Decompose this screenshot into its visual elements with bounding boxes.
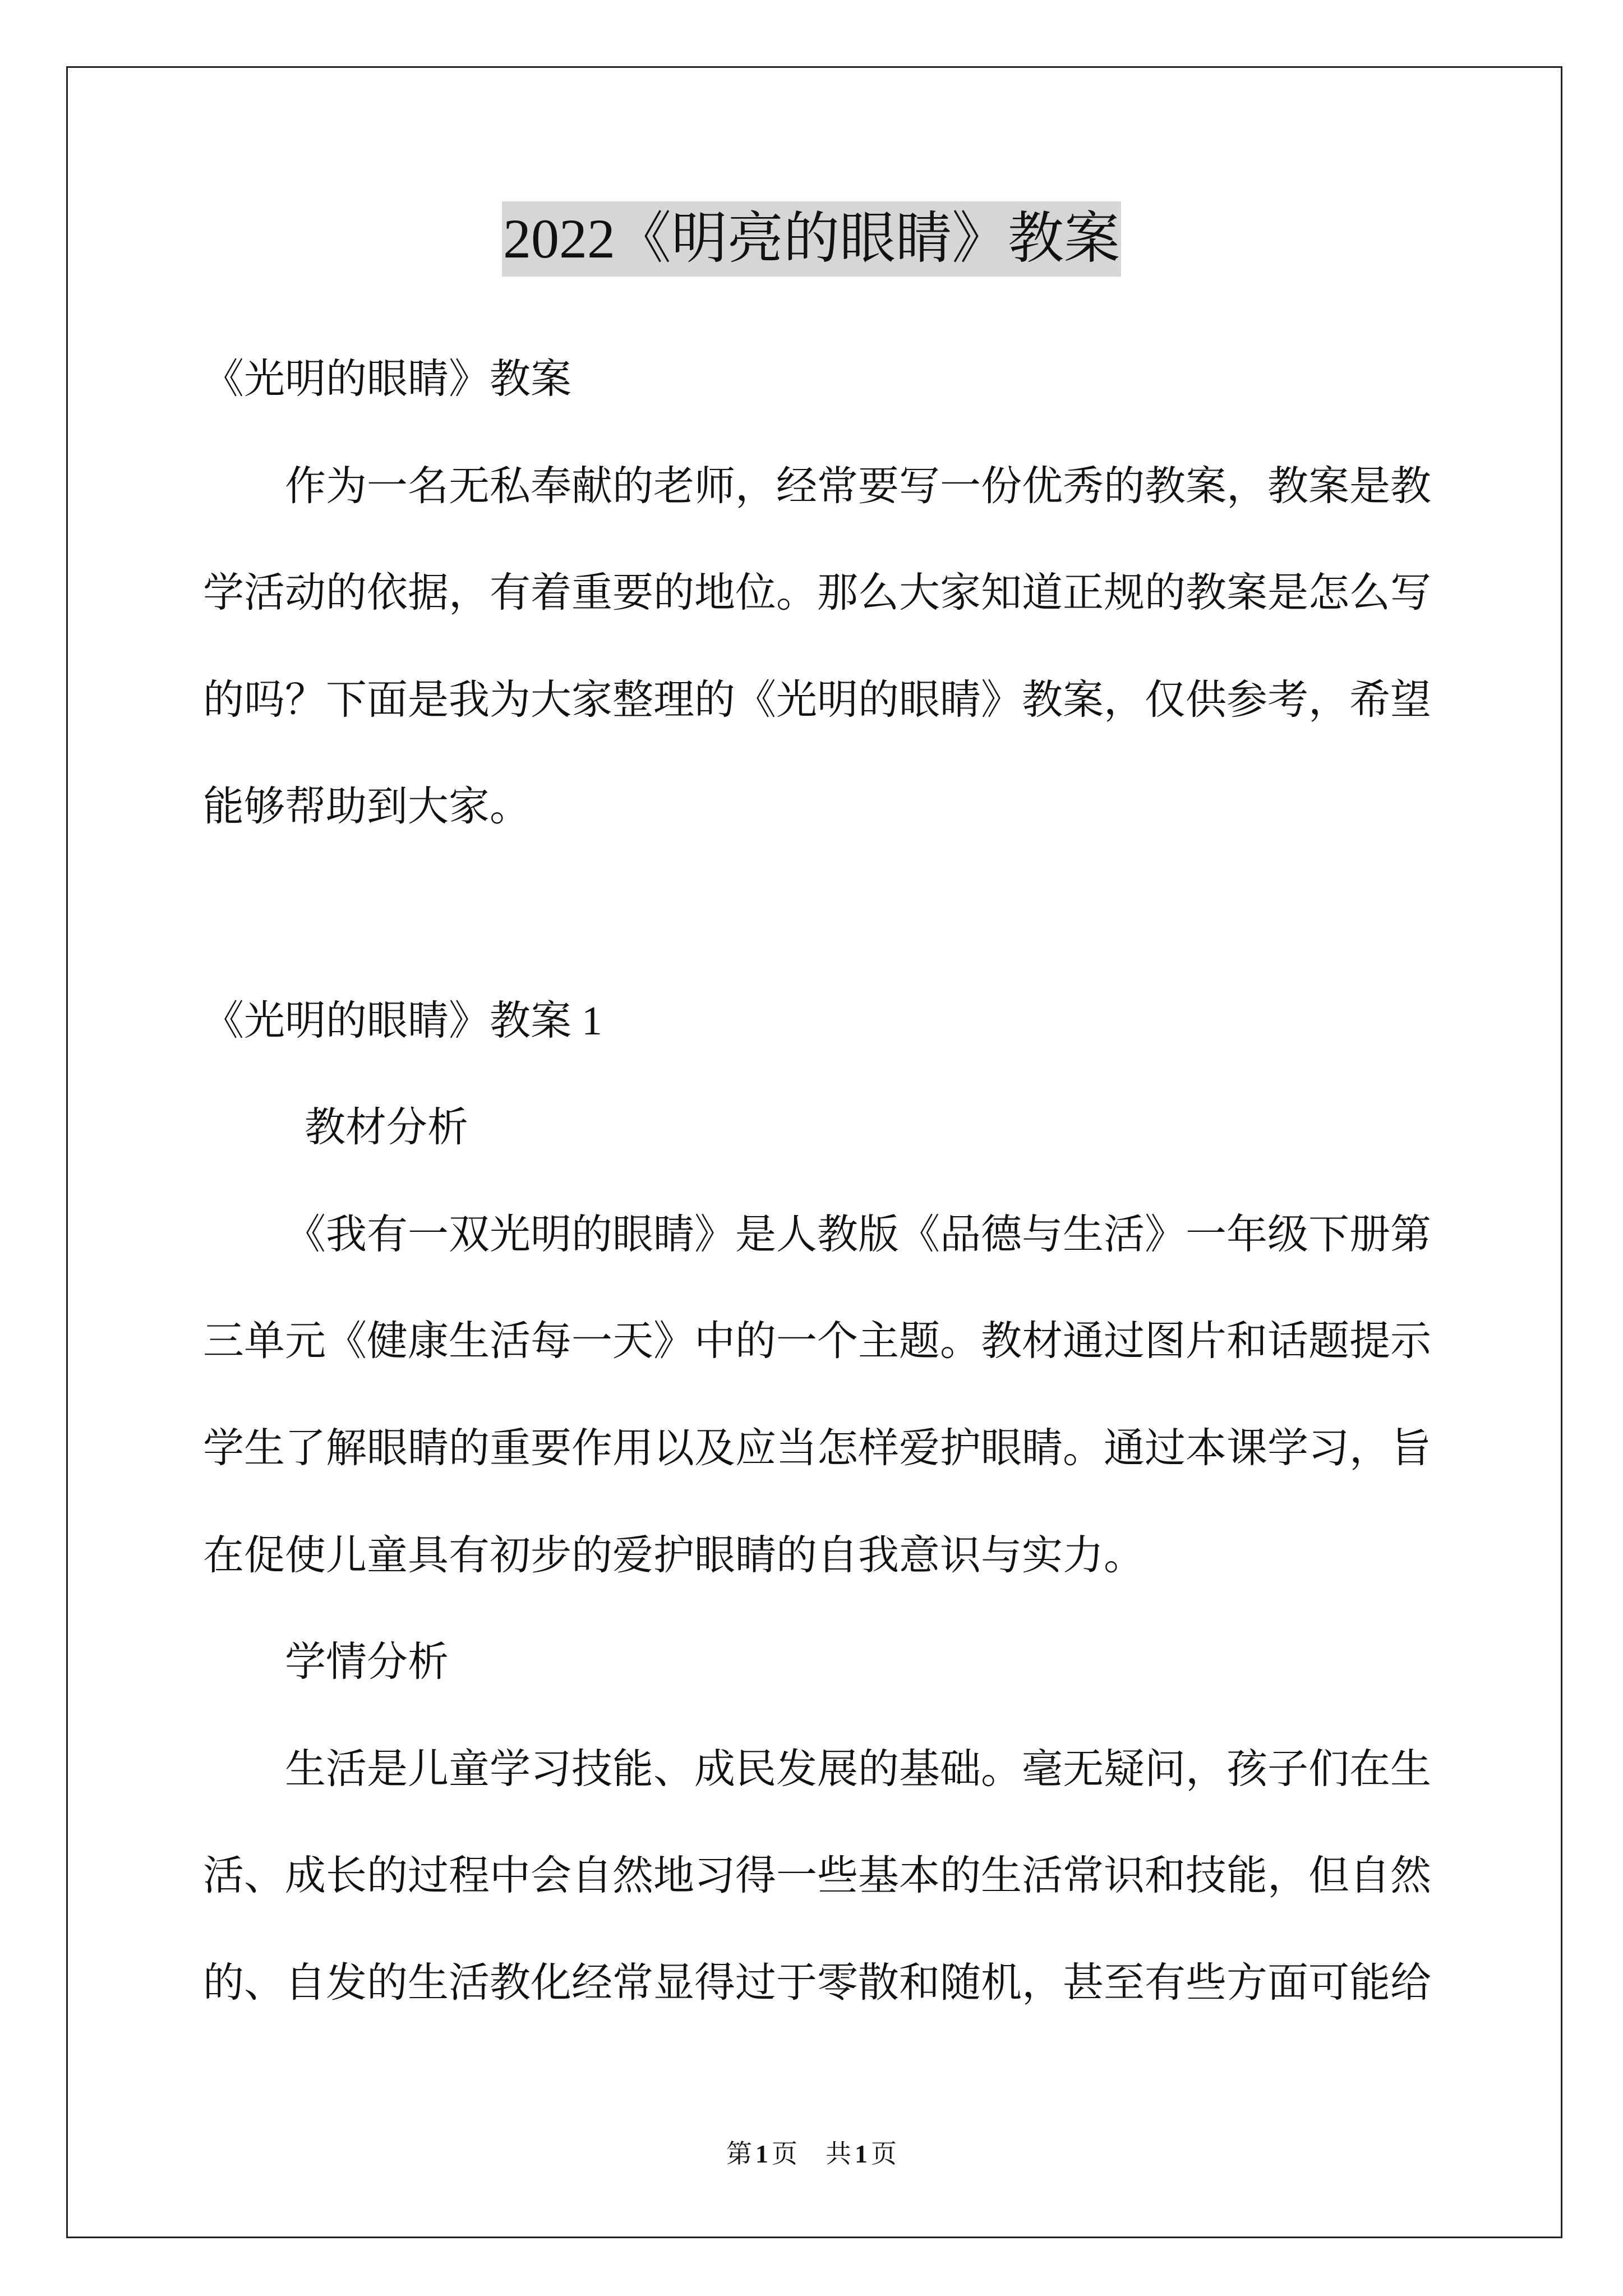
paragraph-line: 《我有一双光明的眼睛》是人教版《品德与生活》一年级下册第	[285, 1211, 1431, 1257]
document-body	[203, 326, 1549, 2037]
total-prefix: 共	[826, 2139, 851, 2168]
intro-line: 能够帮助到大家。	[203, 784, 531, 830]
intro-line: 的吗？下面是我为大家整理的《光明的眼睛》教案，仅供参考，希望	[203, 677, 1431, 723]
document-title: 2022《明亮的眼睛》教案	[502, 201, 1121, 277]
document-subtitle: 《光明的眼睛》教案	[203, 356, 571, 402]
paragraph-line: 在促使儿童具有初步的爱护眼睛的自我意识与实力。	[203, 1532, 1145, 1578]
page-number: 1	[755, 2139, 768, 2168]
page-footer	[0, 2137, 1623, 2171]
blank-line	[203, 861, 1549, 968]
intro-line: 学活动的依据，有着重要的地位。那么大家知道正规的教案是怎么写	[203, 570, 1431, 616]
paragraph-line: 学生了解眼睛的重要作用以及应当怎样爱护眼睛。通过本课学习，旨	[203, 1425, 1431, 1471]
section-heading-textbook-analysis: 教材分析	[305, 1105, 468, 1151]
paragraph-line: 三单元《健康生活每一天》中的一个主题。教材通过图片和话题提示	[203, 1318, 1431, 1364]
paragraph-line: 活、成长的过程中会自然地习得一些基本的生活常识和技能，但自然	[203, 1853, 1431, 1899]
page-prefix: 第	[726, 2139, 752, 2168]
page-suffix: 页	[772, 2139, 797, 2168]
total-pages: 1	[855, 2139, 868, 2168]
paragraph-line: 的、自发的生活教化经常显得过于零散和随机，甚至有些方面可能给	[203, 1959, 1431, 2005]
section-heading-student-analysis: 学情分析	[285, 1639, 449, 1685]
total-suffix: 页	[871, 2139, 897, 2168]
paragraph-line: 生活是儿童学习技能、成民发展的基础。毫无疑问，孩子们在生	[285, 1746, 1431, 1792]
intro-line: 作为一名无私奉献的老师，经常要写一份优秀的教案，教案是教	[285, 463, 1431, 509]
title-block	[0, 201, 1623, 277]
section-title: 《光明的眼睛》教案 1	[203, 997, 602, 1043]
